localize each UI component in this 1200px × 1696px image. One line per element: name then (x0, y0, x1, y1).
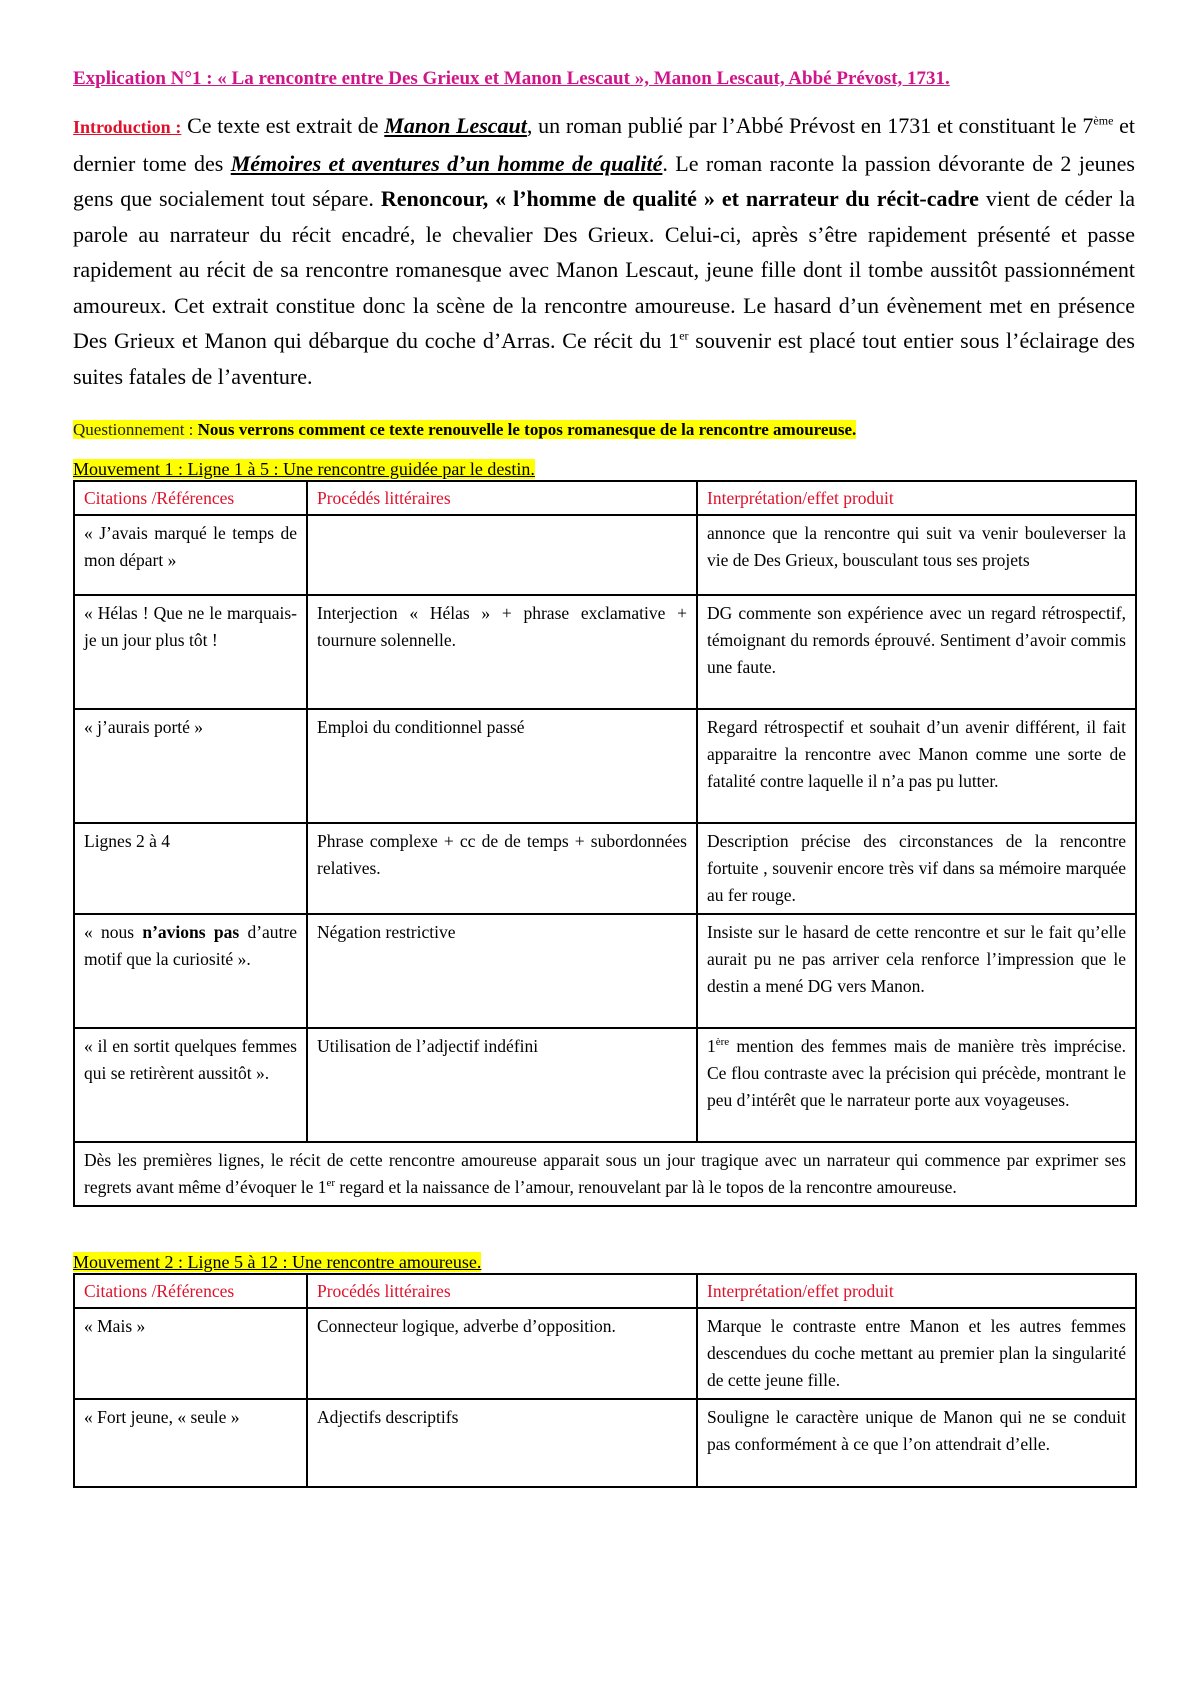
cell-citation: Lignes 2 à 4 (74, 823, 307, 914)
document-page (73, 68, 1135, 1488)
mouvement-2-title-text: Mouvement 2 : Ligne 5 à 12 : Une rencontre amoureuse. (73, 1252, 482, 1272)
superscript: ère (715, 1036, 730, 1049)
table-row (74, 914, 1136, 1028)
header-citations: Citations /Références (74, 1274, 307, 1308)
cell-citation: « j’aurais porté » (74, 709, 307, 823)
header-procedes: Procédés littéraires (307, 481, 697, 515)
mouvement-1-summary (74, 1142, 1136, 1206)
table-row (74, 1308, 1136, 1399)
cell-interpretation: Regard rétrospectif et souhait d’un avenir différent, il fait apparaitre la rencontre avec Manon comme une sorte de fatalité contre laquelle il n’a pas pu lutter. (697, 709, 1136, 823)
series-title: Mémoires et aventures d’un homme de qualité (230, 150, 663, 176)
table-row (74, 709, 1136, 823)
cell-procede (307, 515, 697, 595)
interpretation-text: 1 (707, 1036, 716, 1056)
questionnement-label: Questionnement : (73, 420, 198, 439)
mouvement-1-title-text: Mouvement 1 : Ligne 1 à 5 : Une rencontre guidée par le destin. (73, 459, 535, 479)
questionnement (73, 420, 1135, 440)
table-header-row (74, 1274, 1136, 1308)
citation-text: d’autre motif que la curiosité ». (84, 922, 298, 969)
intro-bold: Renoncour, « l’homme de qualité » et narrateur du récit-cadre (380, 186, 979, 211)
cell-interpretation: Description précise des circonstances de la rencontre fortuite , souvenir encore très vif dans sa mémoire marquée au fer rouge. (697, 823, 1136, 914)
superscript: ème (1093, 113, 1114, 128)
intro-text: Ce texte est extrait de (181, 113, 385, 138)
cell-procede: Utilisation de l’adjectif indéfini (307, 1028, 697, 1142)
superscript: er (679, 328, 689, 343)
summary-text: regard et la naissance de l’amour, renouvelant par là le topos de la rencontre amoureuse. (335, 1177, 957, 1197)
header-procedes: Procédés littéraires (307, 1274, 697, 1308)
cell-procede: Emploi du conditionnel passé (307, 709, 697, 823)
cell-citation (74, 914, 307, 1028)
table-row (74, 515, 1136, 595)
table-row (74, 595, 1136, 709)
header-interpretation: Interprétation/effet produit (697, 1274, 1136, 1308)
cell-procede: Négation restrictive (307, 914, 697, 1028)
cell-procede: Phrase complexe + cc de de temps + subordonnées relatives. (307, 823, 697, 914)
superscript: er (326, 1177, 336, 1190)
mouvement-2-title (73, 1251, 1135, 1273)
summary-row (74, 1142, 1136, 1206)
cell-procede: Adjectifs descriptifs (307, 1399, 697, 1487)
table-row (74, 1028, 1136, 1142)
intro-text: souvenir est placé tout entier sous l’éclairage des suites fatales de l’aventure. (73, 328, 1135, 389)
introduction-paragraph (73, 108, 1135, 394)
intro-text: . Le roman raconte la passion dévorante de 2 jeunes gens que socialement tout sépare. (73, 150, 1135, 211)
mouvement-2-table (73, 1273, 1137, 1488)
mouvement-1-title (73, 458, 1135, 480)
cell-citation: « J’avais marqué le temps de mon départ » (74, 515, 307, 595)
table-row (74, 1399, 1136, 1487)
cell-citation: « il en sortit quelques femmes qui se retirèrent aussitôt ». (74, 1028, 307, 1142)
intro-text: et dernier tome des (73, 113, 1135, 176)
cell-interpretation (697, 1028, 1136, 1142)
cell-interpretation: Marque le contraste entre Manon et les autres femmes descendues du coche mettant au premier plan la singularité de cette jeune fille. (697, 1308, 1136, 1399)
questionnement-text: Nous verrons comment ce texte renouvelle le topos romanesque de la rencontre amoureuse. (197, 420, 857, 439)
interpretation-text: mention des femmes mais de manière très imprécise. Ce flou contraste avec la précision qui précède, montrant le peu d’intérêt que le narrateur porte aux voyageuses. (707, 1036, 1126, 1110)
page-title: Explication N°1 : « La rencontre entre Des Grieux et Manon Lescaut », Manon Lescaut, Abbé Prévost, 1731. (73, 68, 950, 89)
header-interpretation: Interprétation/effet produit (697, 481, 1136, 515)
cell-procede: Connecteur logique, adverbe d’opposition. (307, 1308, 697, 1399)
work-title: Manon Lescaut (384, 113, 527, 138)
summary-text: Dès les premières lignes, le récit de cette rencontre amoureuse apparait sous un jour tragique avec un narrateur qui commence par exprimer ses regrets avant même d’évoquer le 1 (84, 1150, 1126, 1197)
cell-citation: « Fort jeune, « seule » (74, 1399, 307, 1487)
cell-interpretation: annonce que la rencontre qui suit va venir bouleverser la vie de Des Grieux, bousculant tous ses projets (697, 515, 1136, 595)
cell-citation: « Hélas ! Que ne le marquais-je un jour plus tôt ! (74, 595, 307, 709)
mouvement-1-table (73, 480, 1137, 1207)
introduction-label: Introduction : (73, 117, 182, 137)
cell-citation: « Mais » (74, 1308, 307, 1399)
intro-text: vient de céder la parole au narrateur du récit encadré, le chevalier Des Grieux. Celui-ci, après s’être rapidement présenté et passe rapidement au récit de sa rencontre romanesque avec Manon Lescaut, jeune fille dont il tombe aussitôt passionnément amoureux. Cet extrait constitue donc la scène de la rencontre amoureuse. Le hasard d’un évènement met en présence Des Grieux et Manon qui débarque du coche d’Arras. Ce récit du 1 (73, 186, 1135, 353)
cell-interpretation: DG commente son expérience avec un regard rétrospectif, témoignant du remords éprouvé. Sentiment d’avoir commis une faute. (697, 595, 1136, 709)
citation-bold: n’avions pas (142, 922, 240, 942)
cell-interpretation: Insiste sur le hasard de cette rencontre et sur le fait qu’elle aurait pu ne pas arriver cela renforce l’impression que le destin a mené DG vers Manon. (697, 914, 1136, 1028)
table-row (74, 823, 1136, 914)
cell-interpretation: Souligne le caractère unique de Manon qui ne se conduit pas conformément à ce que l’on attendrait d’elle. (697, 1399, 1136, 1487)
table-header-row (74, 481, 1136, 515)
header-citations: Citations /Références (74, 481, 307, 515)
cell-procede: Interjection « Hélas » + phrase exclamative + tournure solennelle. (307, 595, 697, 709)
citation-text: « nous (84, 922, 143, 942)
intro-text: , un roman publié par l’Abbé Prévost en 1731 et constituant le 7 (526, 113, 1094, 138)
